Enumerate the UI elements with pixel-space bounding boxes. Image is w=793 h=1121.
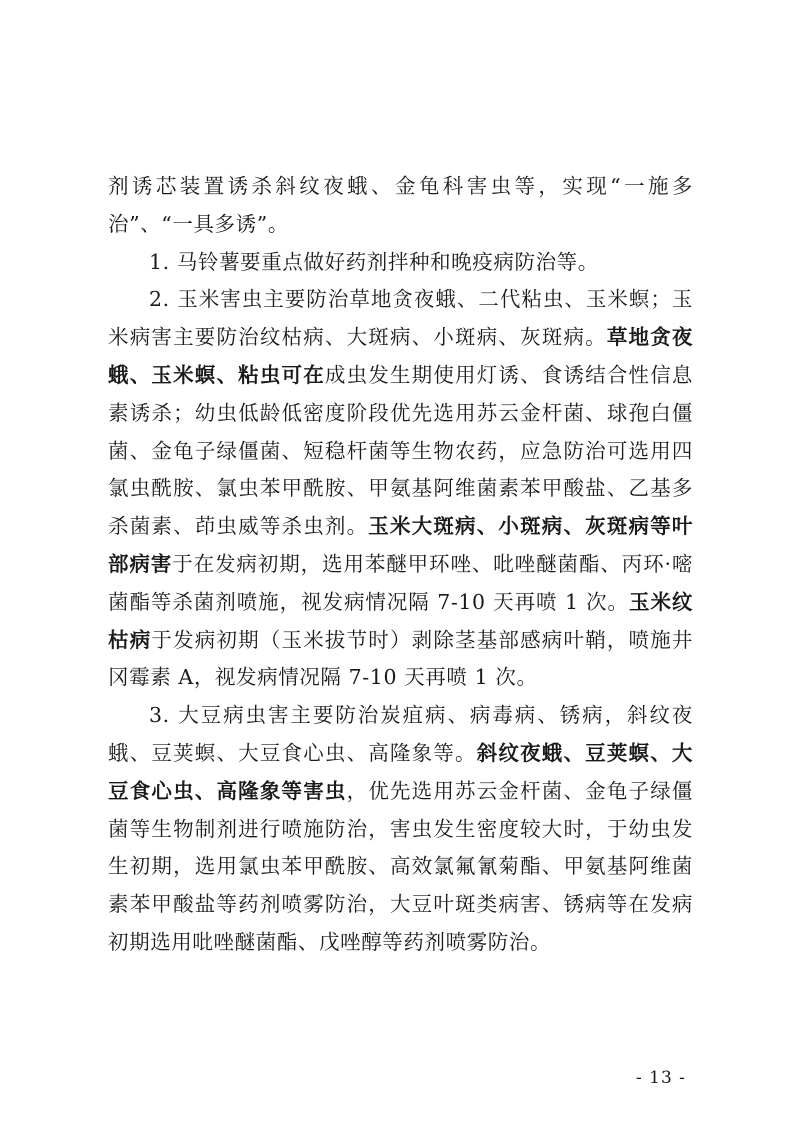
text-run: 1. 马铃薯要重点做好药剂拌种和晚疫病防治等。 bbox=[149, 249, 599, 274]
document-body bbox=[108, 168, 693, 962]
paragraph-continuation bbox=[108, 168, 693, 244]
text-run: 2. 玉米害虫主要防治草地贪夜蛾、二代粘虫、玉米螟；玉米病害主要防治纹枯病、大斑病、小斑病、灰斑病。 bbox=[108, 287, 693, 350]
text-run: 成虫发生期使用灯诱、食诱结合性信息素诱杀；幼虫低龄低密度阶段优先选用苏云金杆菌、球孢白僵菌、金龟子绿僵菌、短稳杆菌等生物农药，应急防治可选用四氯虫酰胺、氯虫苯甲酰胺、甲氨基阿维菌素苯甲酸盐、乙基多杀菌素、茚虫威等杀虫剂。 bbox=[108, 362, 694, 539]
text-run: ，优先选用苏云金杆菌、金龟子绿僵菌等生物制剂进行喷施防治，害虫发生密度较大时，于幼虫发生初期，选用氯虫苯甲酰胺、高效氯氟氰菊酯、甲氨基阿维菌素苯甲酸盐等药剂喷雾防治，大豆叶斑类病害、锈病等在发病初期选用吡唑醚菌酯、戊唑醇等药剂喷雾防治。 bbox=[108, 778, 693, 954]
paragraph-potato bbox=[108, 244, 693, 282]
bold-text-run: 草地贪夜蛾、玉米螟、粘虫可在 bbox=[108, 325, 693, 387]
paragraph-soybean bbox=[108, 697, 693, 962]
bold-text-run: 玉米大斑病、小斑病、灰斑病等叶部病害 bbox=[108, 514, 694, 576]
paragraph-corn bbox=[108, 281, 693, 697]
bold-text-run: 斜纹夜蛾、豆荚螟、大豆食心虫、高隆象等害虫 bbox=[108, 740, 693, 803]
bold-text-run: 玉米纹枯病 bbox=[108, 589, 694, 652]
text-run: 于在发病初期，选用苯醚甲环唑、吡唑醚菌酯、丙环·嘧菌酯等杀菌剂喷施，视发病情况隔 7-10 天再喷 1 次。 bbox=[108, 551, 693, 614]
page-number: - 13 - bbox=[636, 1068, 686, 1088]
text-run: 于发病初期（玉米拔节时）剥除茎基部感病叶鞘，喷施井冈霉素 A，视发病情况隔 7-10 天再喷 1 次。 bbox=[108, 627, 694, 690]
text-run: 3. 大豆病虫害主要防治炭疽病、病毒病、锈病，斜纹夜蛾、豆荚螟、大豆食心虫、高隆象等。 bbox=[108, 703, 693, 765]
text-run: 剂诱芯装置诱杀斜纹夜蛾、金龟科害虫等，实现“一施多治”、“一具多诱”。 bbox=[108, 174, 693, 236]
